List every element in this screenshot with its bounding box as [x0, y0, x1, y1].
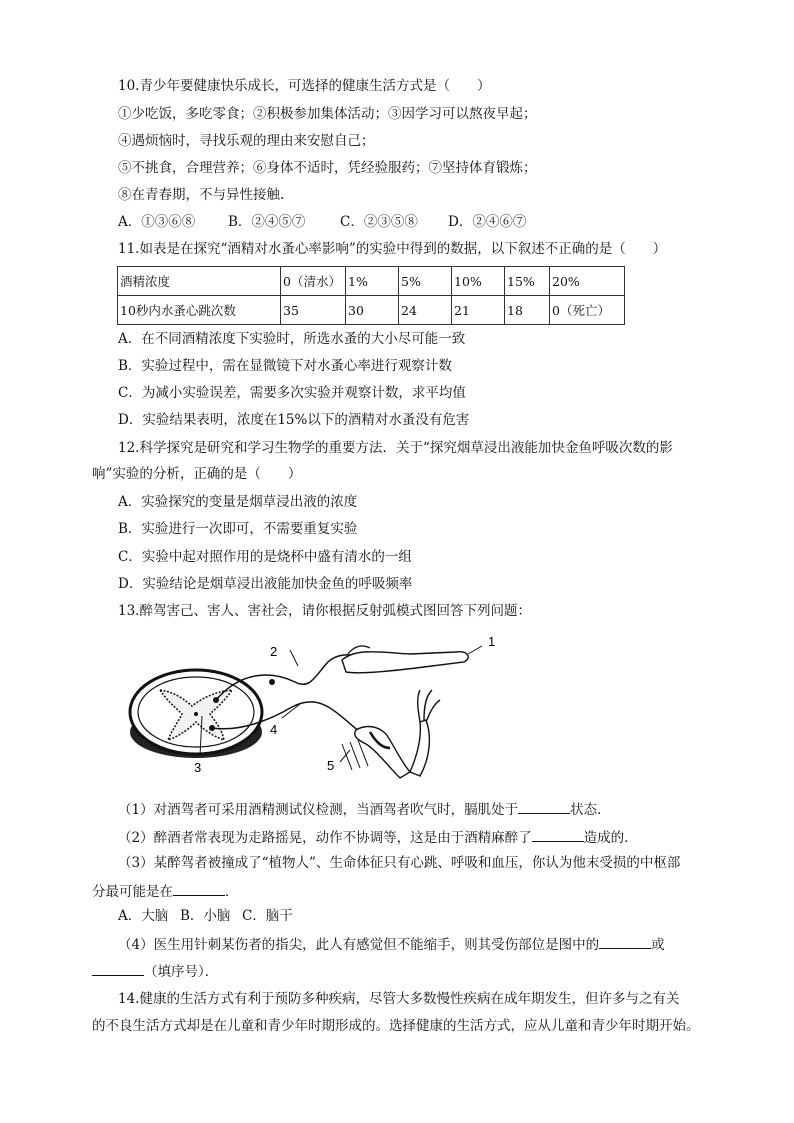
q13-sub3-line2: [92, 881, 239, 902]
q10-option-a: A．①③⑥⑧: [118, 214, 196, 230]
answer-blank[interactable]: [599, 934, 651, 949]
table-row-concentration: [118, 267, 625, 296]
q11-option-c: C．为减小实验误差，需要多次实验并观察计数，求平均值: [118, 385, 466, 401]
q13-sub3-line1: （3）某醉驾者被撞成了“植物人”、生命体征只有心跳、呼吸和血压，你认为他末受损的中枢部: [118, 855, 681, 871]
q12-option-c: C．实验中起对照作用的是烧杯中盛有清水的一组: [118, 549, 412, 565]
q10-option-b: B．②④⑤⑦: [228, 214, 306, 230]
table-cell: 0（清水）: [281, 267, 346, 296]
q12-option-d: D．实验结论是烟草浸出液能加快金鱼的呼吸频率: [118, 576, 413, 592]
table-cell: 18: [505, 296, 550, 325]
table-row-heartbeat: [118, 296, 625, 325]
label-3: 3: [194, 760, 202, 775]
spinal-cord-section: [130, 670, 262, 758]
q13-sub4: [118, 934, 665, 955]
q13-sub2: [118, 827, 638, 848]
q10-item-4: ⑧在青春期，不与异性接触.: [118, 187, 285, 203]
q12-stem-line1: 12.科学探究是研究和学习生物学的重要方法．关于“探究烟草浸出液能加快金鱼呼吸次数的影: [118, 440, 673, 456]
reflex-arc-diagram: [120, 632, 540, 782]
table-cell: 5%: [399, 267, 452, 296]
q10-option-c: C．②③⑤⑧: [340, 214, 418, 230]
label-5: 5: [327, 758, 335, 773]
q11-option-d: D．实验结果表明，浓度在15%以下的酒精对水蚤没有危害: [118, 412, 470, 428]
upper-arm-icon: [342, 646, 468, 673]
q10-item-2: ④遇烦恼时，寻找乐观的理由来安慰自己；: [118, 133, 375, 149]
label-4: 4: [270, 722, 278, 737]
q13-sub2-tail: 造成的．: [583, 830, 638, 846]
q13-sub3-option-a: A．大脑: [118, 908, 169, 924]
label-1: 1: [488, 634, 496, 649]
q13-sub1-tail: 状态．: [570, 802, 611, 818]
q14-line1: 14.健康的生活方式有利于预防多种疾病，尽管大多数慢性疾病在成年期发生，但许多与之有关: [118, 991, 680, 1007]
answer-blank[interactable]: [532, 827, 584, 842]
label-2: 2: [270, 644, 278, 659]
q13-sub1-text: （1）对酒驾者可采用酒精测试仪检测，当酒驾者吹气时，膈肌处于: [118, 802, 519, 818]
q10-item-3: ⑤不挑食，合理营养；⑥身体不适时，凭经验服药；⑦坚持体育锻炼；: [118, 160, 537, 176]
q13-sub3-tail: ．: [225, 884, 239, 900]
q13-sub3-option-c: C．脑干: [242, 908, 293, 924]
q13-sub4-tail: （填序号）．: [144, 964, 219, 980]
q13-sub4-text: （4）医生用针刺某伤者的指尖，此人有感觉但不能缩手，则其受伤部位是图中的: [118, 937, 600, 953]
table-cell: 10%: [452, 267, 505, 296]
q10-option-d: D．②④⑥⑦: [448, 214, 527, 230]
q12-option-b: B．实验进行一次即可，不需要重复实验: [118, 521, 358, 537]
q14-line2: 的不良生活方式却是在儿童和青少年时期形成的。选择健康的生活方式，应从儿童和青少年时期开始。: [92, 1018, 700, 1034]
row-header: 酒精浓度: [118, 267, 281, 296]
q10-options: [118, 212, 526, 232]
answer-blank[interactable]: [173, 881, 225, 896]
q11-data-table: [117, 266, 625, 325]
q12-option-a: A．实验探究的变量是烟草浸出液的浓度: [118, 494, 358, 510]
q10-stem: 10.青少年要健康快乐成长，可选择的健康生活方式是（ ）: [118, 78, 491, 94]
q13-sub3-option-b: B．小脑: [180, 908, 231, 924]
q11-option-a: A．在不同酒精浓度下实验时，所选水蚤的大小尽可能一致: [118, 331, 466, 347]
q13-sub2-text: （2）醉酒者常表现为走路摇晃，动作不协调等，这是由于酒精麻醉了: [118, 830, 532, 846]
q13-sub3-text: 分最可能是在: [92, 884, 173, 900]
q13-stem: 13.醉驾害己、害人、害社会，请你根据反射弧模式图回答下列问题：: [118, 603, 531, 619]
row-header: 10秒内水蚤心跳次数: [118, 296, 281, 325]
q11-stem: 11.如表是在探究“酒精对水蚤心率影响”的实验中得到的数据，以下叙述不正确的是（ ）: [118, 241, 667, 257]
table-cell: 0（死亡）: [550, 296, 625, 325]
table-cell: 35: [281, 296, 346, 325]
table-cell: 24: [399, 296, 452, 325]
table-cell: 30: [346, 296, 399, 325]
q13-sub3-options: [118, 906, 293, 926]
q13-sub4-line2: [92, 961, 218, 982]
table-cell: 20%: [550, 267, 625, 296]
answer-blank[interactable]: [92, 961, 144, 976]
q13-sub1: [118, 799, 611, 820]
q13-sub4-or: 或: [651, 937, 665, 953]
q11-option-b: B．实验过程中，需在显微镜下对水蚤心率进行观察计数: [118, 358, 452, 374]
table-cell: 21: [452, 296, 505, 325]
table-cell: 1%: [346, 267, 399, 296]
q10-item-1: ①少吃饭，多吃零食；②积极参加集体活动；③因学习可以熬夜早起；: [118, 106, 537, 122]
q12-stem-line2: 响”实验的分析，正确的是（ ）: [92, 466, 302, 482]
table-cell: 15%: [505, 267, 550, 296]
answer-blank[interactable]: [518, 799, 570, 814]
